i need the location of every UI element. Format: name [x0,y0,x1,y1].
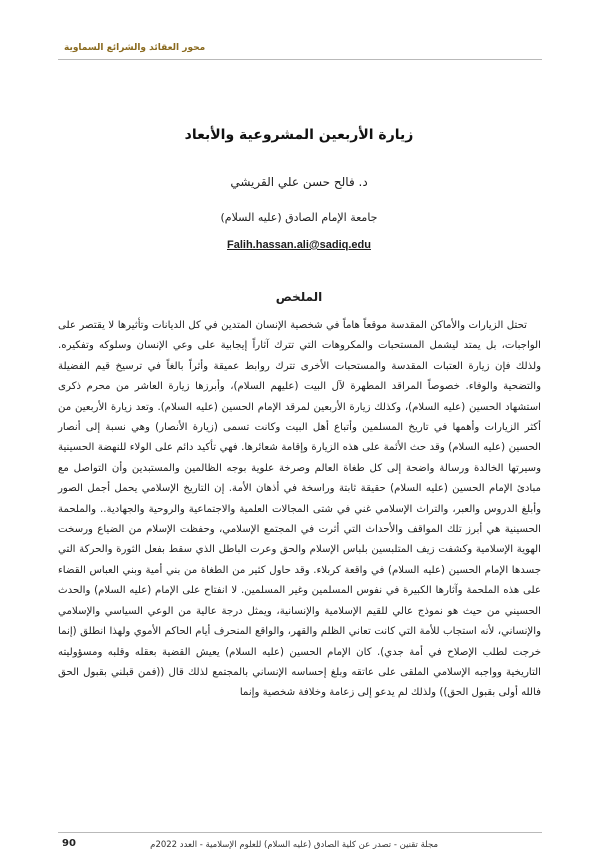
abstract-paragraph: تحتل الزيارات والأماكن المقدسة موقعاً هاماً في شخصية الإنسان المتدين في كل الديانات وتأثيرها لا يقتصر على الواجبات، بل يمتد ليشمل المستحبات والمكروهات التي تترك آثاراً إيجابية على وعي الإنسان وسلوكه وتفكيره. ولذلك فإن زيارة العتبات المقدسة والمستحبات الأخرى تترك روابط عميقة وأثراً بالغاً في ترسيخ قيم الفضيلة والتضحية والوفاء. خصوصاً المراقد المطهرة لآل البيت (عليهم السلام)، وأبرزها زيارة العاشر من محرم ذكرى استشهاد الحسين (عليه السلام)، وكذلك زيارة الأربعين لمرقد الإمام الحسين (عليه السلام). وتعد زيارة الأربعين من أكثر الزيارات وأهمها في تاريخ المسلمين وأتباع أهل البيت وكانت تسمى (زيارة الأنصار) وهي نسبة إلى أنصار الحسين (عليه السلام) وقد حث الأئمة على هذه الزيارة وإقامة شعائرها. فهي تأكيد دائم على الولاء للنهضة الحسينية وسيرتها الخالدة ورسالة واضحة إلى كل طغاة العالم وصرخة علوية بوجه الظالمين والمستبدين وأن التواصل مع مبادئ الإمام الحسين (عليه السلام) حقيقة ثابتة وراسخة في أذهان الأمة. إن التاريخ الإسلامي يحمل أجمل الصور وأبلغ الدروس والعبر، والتراث الإسلامي غني في شتى المجالات العلمية والاجتماعية والروحية والجهادية.. والملحمة الحسينية هي أبرز تلك المواقف والأحداث التي أثرت في المجتمع الإسلامي، وحفظت الإسلام من الضياع ورسخت الهوية الإسلامية وكشفت زيف المتلبسين بلباس الإسلام والحق وعرت الباطل الذي سقط بفعل الثورة والحركة التي جسدها الإمام الحسين (عليه السلام) في واقعة كربلاء. وقد حاول كثير من الطغاة من بني أمية وبني العباس القضاء على هذه الملحمة وآثارها الكبيرة في نفوس المسلمين وغير المسلمين. لا انفتاح على الإمام (عليه السلام) والحدث الحسيني من حيث هو نموذج عالي للقيم الإسلامية والإنسانية، ويمثل درجة عالية من الوعي السياسي والإسلامي والإنساني، لأنه استجاب للأمة التي كانت تعاني الظلم والقهر، والواقع المنحرف أيام الحاكم الأموي ولهذا انطلق (إنما خرجت لطلب الإصلاح في أمة جدي). كان الإمام الحسين (عليه السلام) يعيش القضية بعقله وقلبه ومسؤوليته التاريخية وواجبه الإسلامي الملقى على عاتقه وبلغ إحساسه الإنساني بالمجتمع لذلك قال ((فمن قبلني بقبول الحق فالله أولى بقبول الحق)) ولذلك لم يدعو إلى زعامة وخلافة شخصية وإنما [58,320,541,699]
page-number: 90 [62,838,76,849]
author-affiliation: جامعة الإمام الصادق (عليه السلام) [220,211,378,224]
author-email[interactable]: Falih.hassan.ali@sadiq.edu [227,239,371,251]
author-name: د. فالح حسن علي القريشي [230,175,368,189]
footer-journal-info: مجلة تقنين - تصدر عن كلية الصادق (عليه السلام) للعلوم الإسلامية - العدد 2022م [150,840,438,850]
footer-divider [58,832,542,833]
header-divider [58,59,542,60]
running-head: محور العقائد والشرائع السماوية [64,43,206,53]
article-title: زيارة الأربعين المشروعية والأبعاد [184,127,414,143]
abstract-heading: الملخص [275,290,323,304]
abstract-body [58,316,541,704]
